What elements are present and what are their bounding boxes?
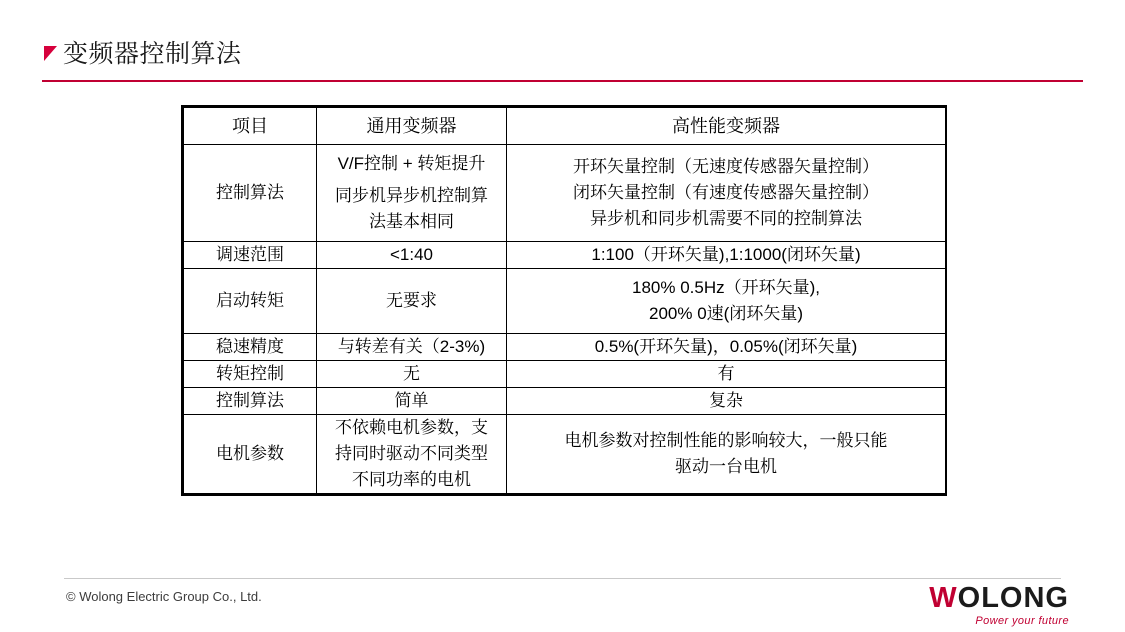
row-general-cell xyxy=(317,415,507,494)
table-header-row xyxy=(184,108,946,145)
row-item-label: 控制算法 xyxy=(184,145,317,242)
cell-line: V/F控制 + 转矩提升 xyxy=(337,154,486,173)
cell-line: 异步机和同步机需要不同的控制算法 xyxy=(590,209,862,228)
row-general-cell: 无要求 xyxy=(317,269,507,334)
table-header-cell: 高性能变频器 xyxy=(507,108,946,145)
title-text: 变频器控制算法 xyxy=(63,40,242,68)
cell-line: 法基本相同 xyxy=(369,212,454,231)
logo-w-letter: W xyxy=(929,582,958,614)
cell-line: 驱动一台电机 xyxy=(675,457,777,476)
cell-line: 不依赖电机参数，支 xyxy=(335,418,488,437)
cell-line: 闭环矢量控制（有速度传感器矢量控制） xyxy=(573,183,879,202)
row-general-cell: 无 xyxy=(317,361,507,388)
copyright-text: © Wolong Electric Group Co., Ltd. xyxy=(66,589,262,604)
row-high-cell: 1:100（开环矢量),1:1000(闭环矢量) xyxy=(507,242,946,269)
table-row xyxy=(184,242,946,269)
row-high-cell: 复杂 xyxy=(507,388,946,415)
row-high-cell: 有 xyxy=(507,361,946,388)
row-item-label: 启动转矩 xyxy=(184,269,317,334)
footer-divider xyxy=(64,578,1061,579)
row-general-cell: <1:40 xyxy=(317,242,507,269)
row-general-cell xyxy=(317,145,507,242)
row-item-label: 调速范围 xyxy=(184,242,317,269)
row-item-label: 控制算法 xyxy=(184,388,317,415)
row-general-cell: 与转差有关（2-3%) xyxy=(317,334,507,361)
title-divider xyxy=(42,80,1083,82)
cell-line: 开环矢量控制（无速度传感器矢量控制） xyxy=(573,157,879,176)
logo-rest-letters: OLONG xyxy=(957,582,1069,614)
wolong-logo xyxy=(929,583,1069,628)
table-row xyxy=(184,145,946,242)
row-high-cell: 0.5%(开环矢量)，0.05%(闭环矢量) xyxy=(507,334,946,361)
table-row xyxy=(184,361,946,388)
table-header-cell: 通用变频器 xyxy=(317,108,507,145)
logo-wordmark xyxy=(929,583,1069,613)
cell-line: 不同功率的电机 xyxy=(352,470,471,489)
title-marker-icon xyxy=(44,46,57,61)
cell-line: 持同时驱动不同类型 xyxy=(335,444,488,463)
table-row xyxy=(184,334,946,361)
table-row xyxy=(184,415,946,494)
page-title xyxy=(44,38,242,70)
row-item-label: 电机参数 xyxy=(184,415,317,494)
row-general-cell: 简单 xyxy=(317,388,507,415)
comparison-table xyxy=(183,107,945,494)
table-row xyxy=(184,388,946,415)
cell-line: 电机参数对控制性能的影响较大，一般只能 xyxy=(564,431,888,450)
table-row xyxy=(184,269,946,334)
cell-line: 180% 0.5Hz（开环矢量), xyxy=(632,278,820,297)
row-high-cell xyxy=(507,269,946,334)
row-item-label: 稳速精度 xyxy=(184,334,317,361)
row-high-cell xyxy=(507,145,946,242)
cell-line: 200% 0速(闭环矢量) xyxy=(649,304,803,323)
row-high-cell xyxy=(507,415,946,494)
logo-tagline: Power your future xyxy=(975,615,1069,627)
cell-line: 同步机异步机控制算 xyxy=(335,186,488,205)
table-header-cell: 项目 xyxy=(184,108,317,145)
row-item-label: 转矩控制 xyxy=(184,361,317,388)
